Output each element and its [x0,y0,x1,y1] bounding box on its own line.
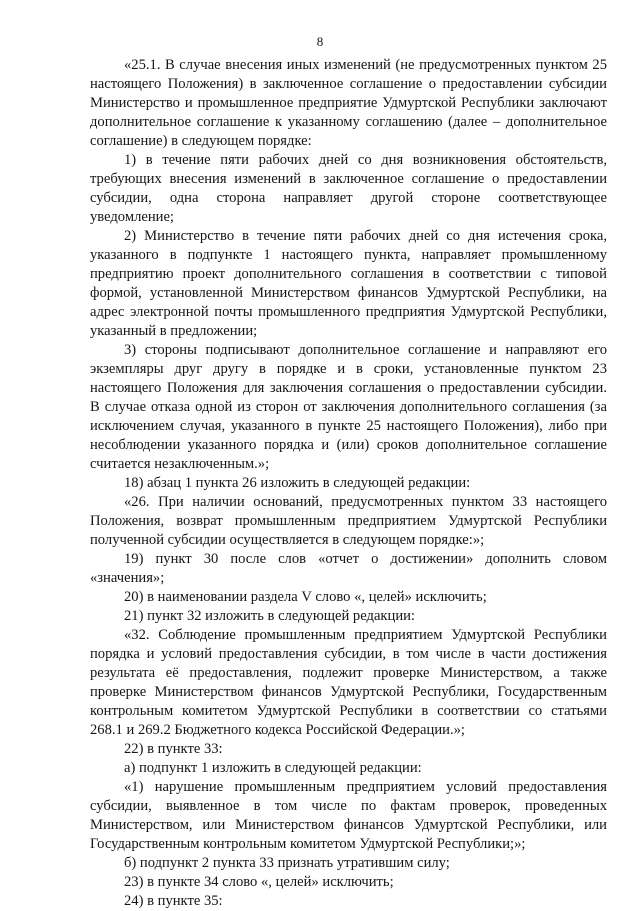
paragraph-amendment-21: 21) пункт 32 изложить в следующей редакции: [124,608,415,624]
paragraph-clause-26: «26. При наличии оснований, предусмотренных пунктом 33 настоящего Положения, возврат промышленным предприятием Удмуртской Республики полученной субсидии осуществляется в следующем порядке:»; [90,494,607,548]
paragraph-clause-33-1: «1) нарушение промышленным предприятием условий предоставления субсидии, выявленное в том числе по фактам проверок, проведенных Министерством, или Министерством финансов Удмуртской Республики, или Государственным контрольным комитетом Удмуртской Республики;»; [90,779,607,852]
paragraph-subitem-3: 3) стороны подписывают дополнительное соглашение и направляют его экземпляры друг другу в порядке и в сроки, установленные пунктом 23 настоящего Положения для заключения соглашения о предоставлении субсидии. В случае отказа одной из сторон от заключения дополнительного соглашения (за исключением случая, указанного в пункте 25 настоящего Положения), либо при несоблюдении указанного порядка и (или) сроков дополнительное соглашение считается незаключенным.»; [90,342,607,472]
paragraph-amendment-20: 20) в наименовании раздела V слово «, целей» исключить; [124,589,487,605]
paragraph-subitem-1: 1) в течение пяти рабочих дней со дня возникновения обстоятельств, требующих внесения изменений в заключенное соглашение о предоставлении субсидии, одна сторона направляет другой стороне соответствующее уведомление; [90,152,607,225]
paragraph-subitem-a: а) подпункт 1 изложить в следующей редакции: [124,760,422,776]
paragraph-amendment-22: 22) в пункте 33: [124,741,223,757]
document-body [90,56,607,911]
page-number: 8 [316,34,324,49]
paragraph-subitem-b: б) подпункт 2 пункта 33 признать утратившим силу; [124,855,450,871]
paragraph-25-1: «25.1. В случае внесения иных изменений (не предусмотренных пунктом 25 настоящего Положения) в заключенное соглашение о предоставлении субсидии Министерство и промышленное предприятие Удмуртской Республики заключают дополнительное соглашение к указанному соглашению (далее – дополнительное соглашение) в следующем порядке: [90,57,607,149]
paragraph-amendment-24: 24) в пункте 35: [124,893,223,909]
paragraph-subitem-2: 2) Министерство в течение пяти рабочих дней со дня истечения срока, указанного в подпункте 1 настоящего пункта, направляет промышленному предприятию проект дополнительного соглашения в соответствии с типовой формой, установленной Министерством финансов Удмуртской Республики, на адрес электронной почты промышленного предприятия Удмуртской Республики, указанный в предложении; [90,228,607,339]
paragraph-amendment-18: 18) абзац 1 пункта 26 изложить в следующей редакции: [124,475,471,491]
paragraph-clause-32: «32. Соблюдение промышленным предприятием Удмуртской Республики порядка и условий предоставления субсидии, в том числе в части достижения результата её предоставления, подлежит проверке Министерством, а также проверке Министерством финансов Удмуртской Республики, Государственным контрольным комитетом Удмуртской Республики в соответствии со статьями 268.1 и 269.2 Бюджетного кодекса Российской Федерации.»; [90,627,607,738]
paragraph-amendment-19: 19) пункт 30 после слов «отчет о достижении» дополнить словом «значения»; [90,551,607,586]
paragraph-amendment-23: 23) в пункте 34 слово «, целей» исключить; [124,874,394,890]
